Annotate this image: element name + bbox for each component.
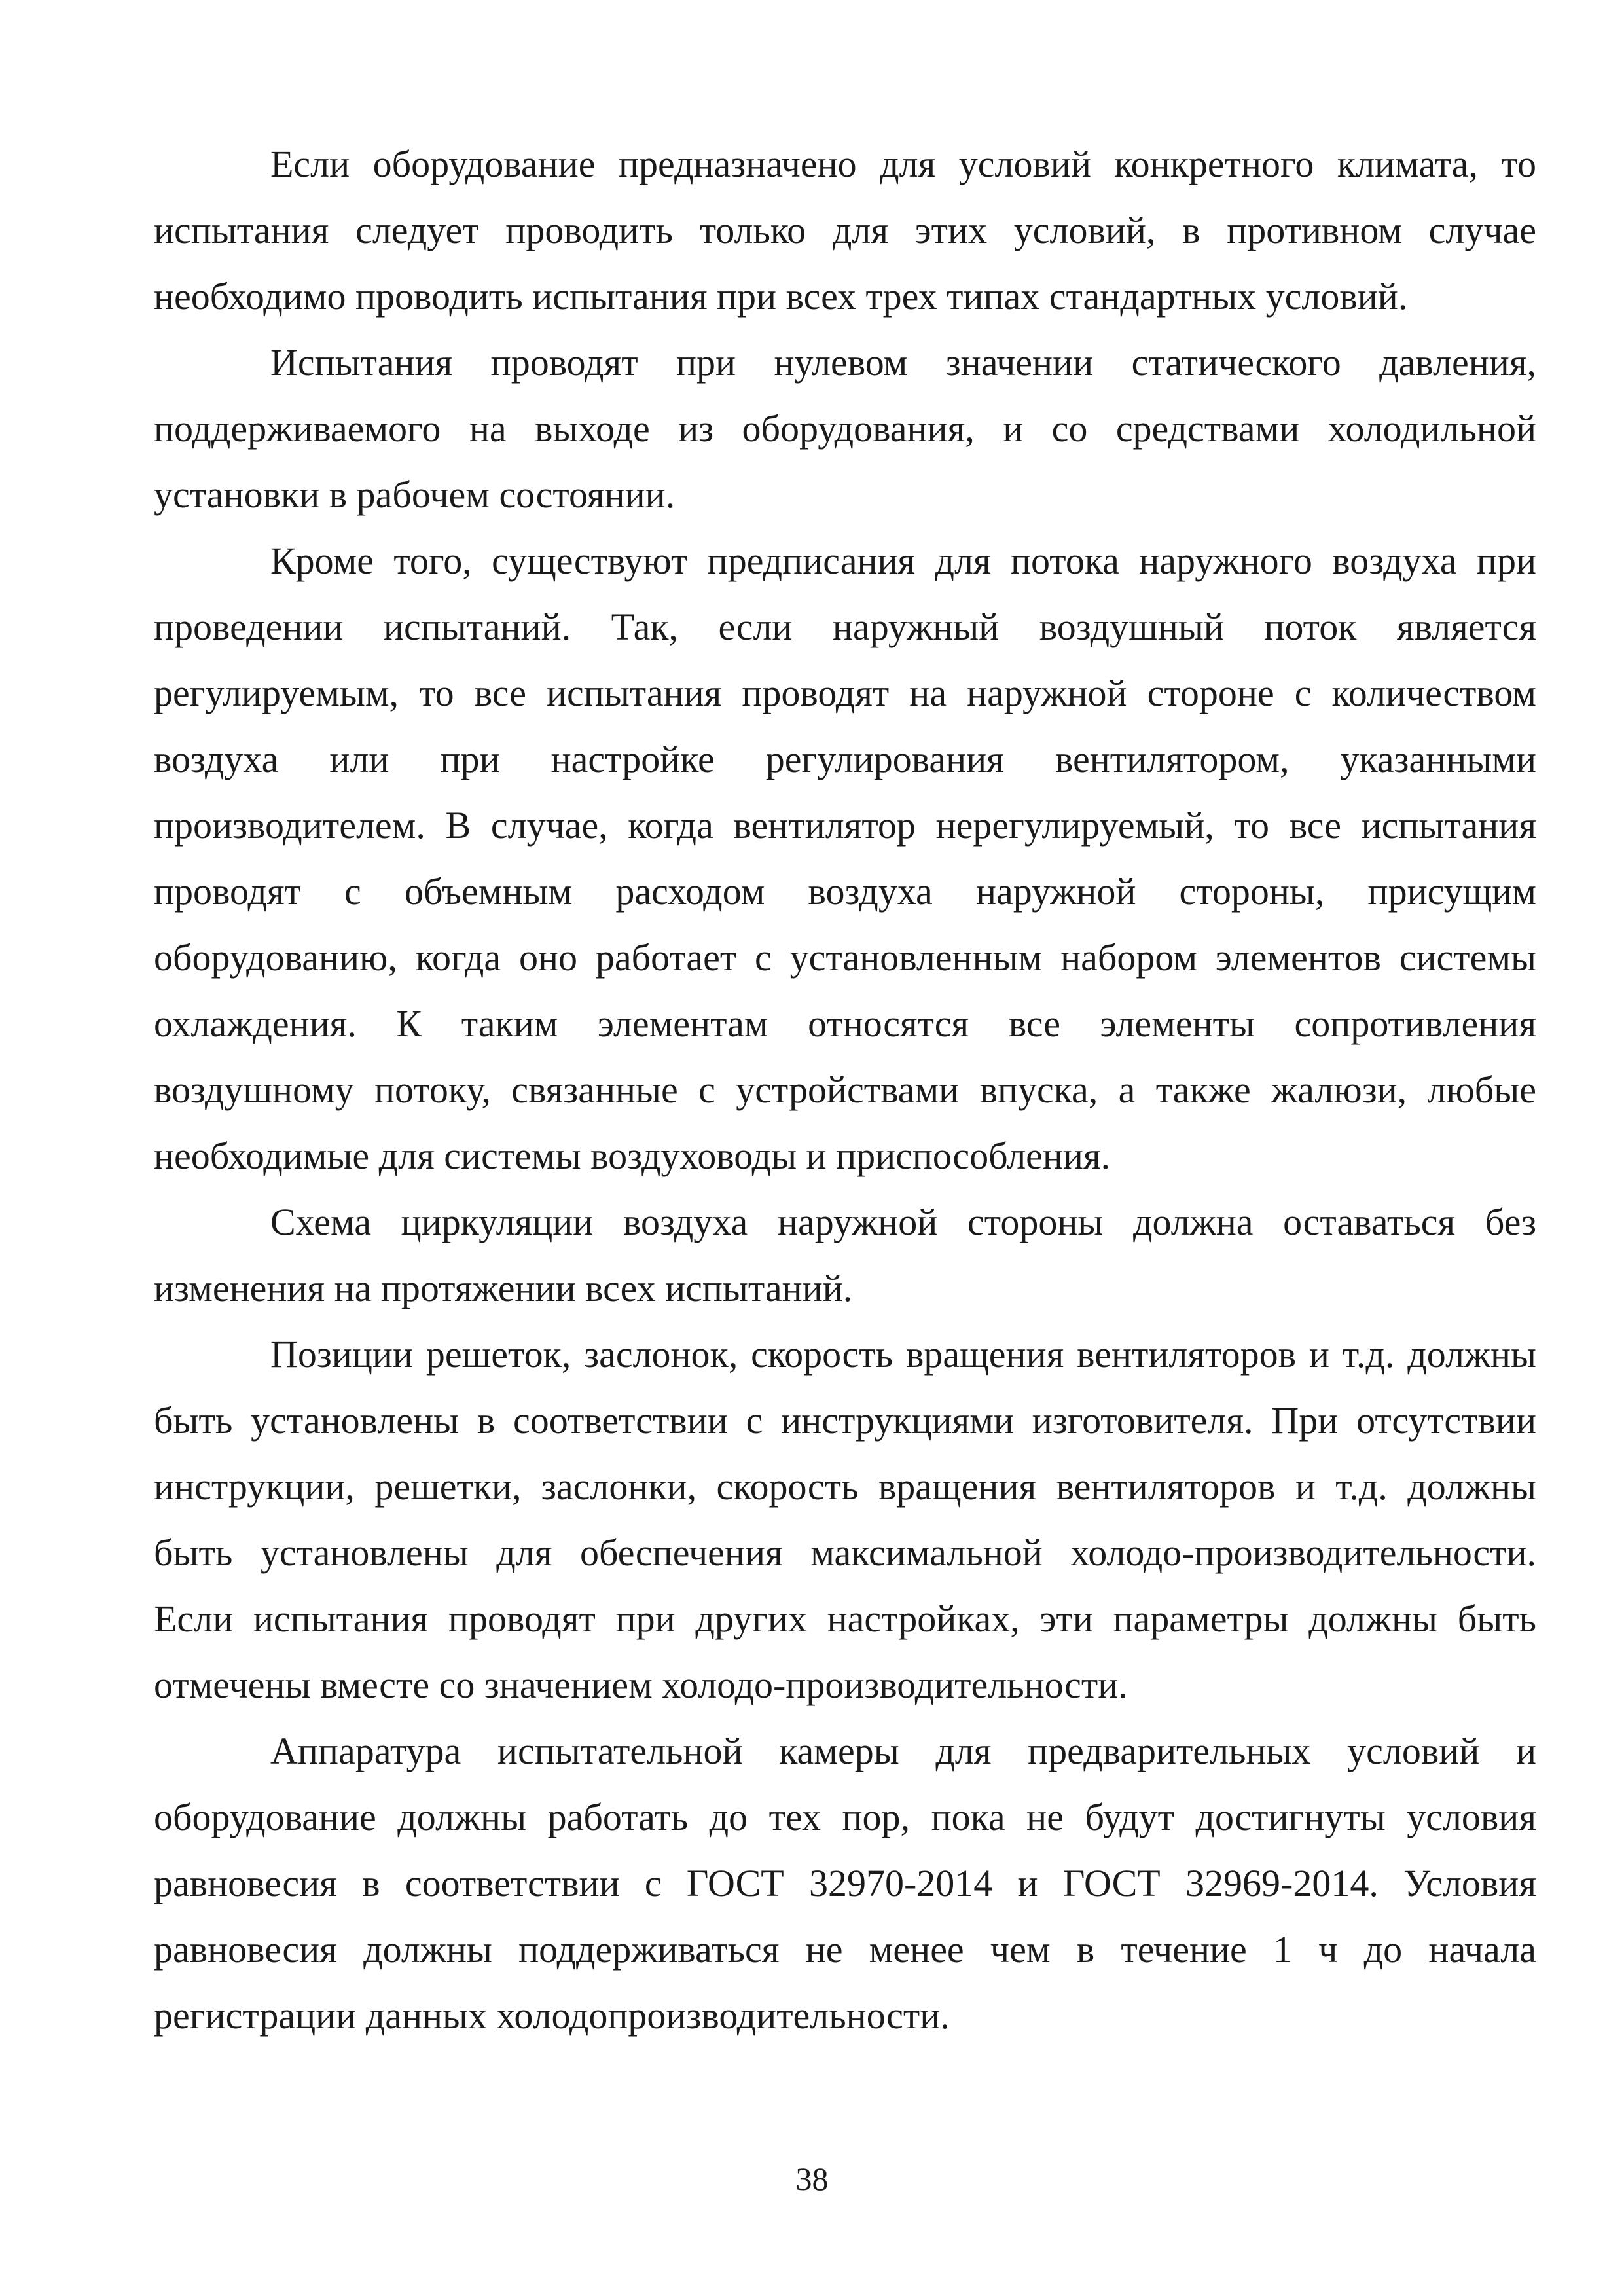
text-line: Позиции решеток, заслонок, скорость вращения вентиляторов и т.д. должны — [270, 1333, 1536, 1376]
page-number: 38 — [795, 2160, 829, 2197]
paragraph-grille-settings — [154, 1321, 1536, 1718]
text-line: равновесия в соответствии с ГОСТ 32970-2014 и ГОСТ 32969-2014. Условия — [154, 1862, 1536, 1904]
text-line: изменения на протяжении всех испытаний. — [154, 1267, 853, 1309]
text-line: Схема циркуляции воздуха наружной стороны должна оставаться без — [270, 1201, 1536, 1243]
text-line: оборудованию, когда оно работает с установленным набором элементов системы — [154, 936, 1536, 979]
text-line: проводят с объемным расходом воздуха наружной стороны, присущим — [154, 870, 1536, 913]
text-line: необходимые для системы воздуховоды и приспособления. — [154, 1135, 1111, 1177]
text-line: регистрации данных холодопроизводительности. — [154, 1994, 950, 2037]
text-line: охлаждения. К таким элементам относятся все элементы сопротивления — [154, 1002, 1536, 1045]
text-line: равновесия должны поддерживаться не менее чем в течение 1 ч до начала — [154, 1928, 1536, 1971]
text-line: отмечены вместе со значением холодо-производительности. — [154, 1664, 1128, 1706]
paragraph-static-pressure — [154, 329, 1536, 528]
paragraph-circulation-scheme — [154, 1189, 1536, 1321]
text-line: необходимо проводить испытания при всех трех типах стандартных условий. — [154, 275, 1408, 318]
text-line: производителем. В случае, когда вентилятор нерегулируемый, то все испытания — [154, 804, 1536, 847]
text-line: Испытания проводят при нулевом значении статического давления, — [270, 341, 1536, 384]
text-line: Аппаратура испытательной камеры для предварительных условий и — [270, 1730, 1536, 1772]
text-line: установки в рабочем состоянии. — [154, 473, 676, 516]
paragraph-equilibrium-conditions — [154, 1718, 1536, 2049]
paragraph-outdoor-airflow — [154, 528, 1536, 1189]
text-line: быть установлены для обеспечения максимальной холодо-производительности. — [154, 1531, 1536, 1574]
text-line: регулируемым, то все испытания проводят на наружной стороне с количеством — [154, 672, 1536, 714]
text-line: испытания следует проводить только для этих условий, в противном случае — [154, 209, 1536, 251]
text-line: Если испытания проводят при других настройках, эти параметры должны быть — [154, 1597, 1536, 1640]
paragraph-climate-conditions — [154, 131, 1536, 329]
text-line: Кроме того, существуют предписания для потока наружного воздуха при — [270, 539, 1536, 582]
text-line: проведении испытаний. Так, если наружный воздушный поток является — [154, 606, 1536, 648]
text-line: воздуха или при настройке регулирования вентилятором, указанными — [154, 738, 1536, 780]
text-line: поддерживаемого на выходе из оборудования, и со средствами холодильной — [154, 407, 1536, 450]
text-line: оборудование должны работать до тех пор, пока не будут достигнуты условия — [154, 1796, 1536, 1838]
text-line: инструкции, решетки, заслонки, скорость вращения вентиляторов и т.д. должны — [154, 1465, 1536, 1508]
text-line: быть установлены в соответствии с инструкциями изготовителя. При отсутствии — [154, 1399, 1536, 1442]
body-text — [154, 131, 1536, 2049]
text-line: Если оборудование предназначено для условий конкретного климата, то — [270, 143, 1536, 185]
text-line: воздушному потоку, связанные с устройствами впуска, а также жалюзи, любые — [154, 1068, 1536, 1111]
